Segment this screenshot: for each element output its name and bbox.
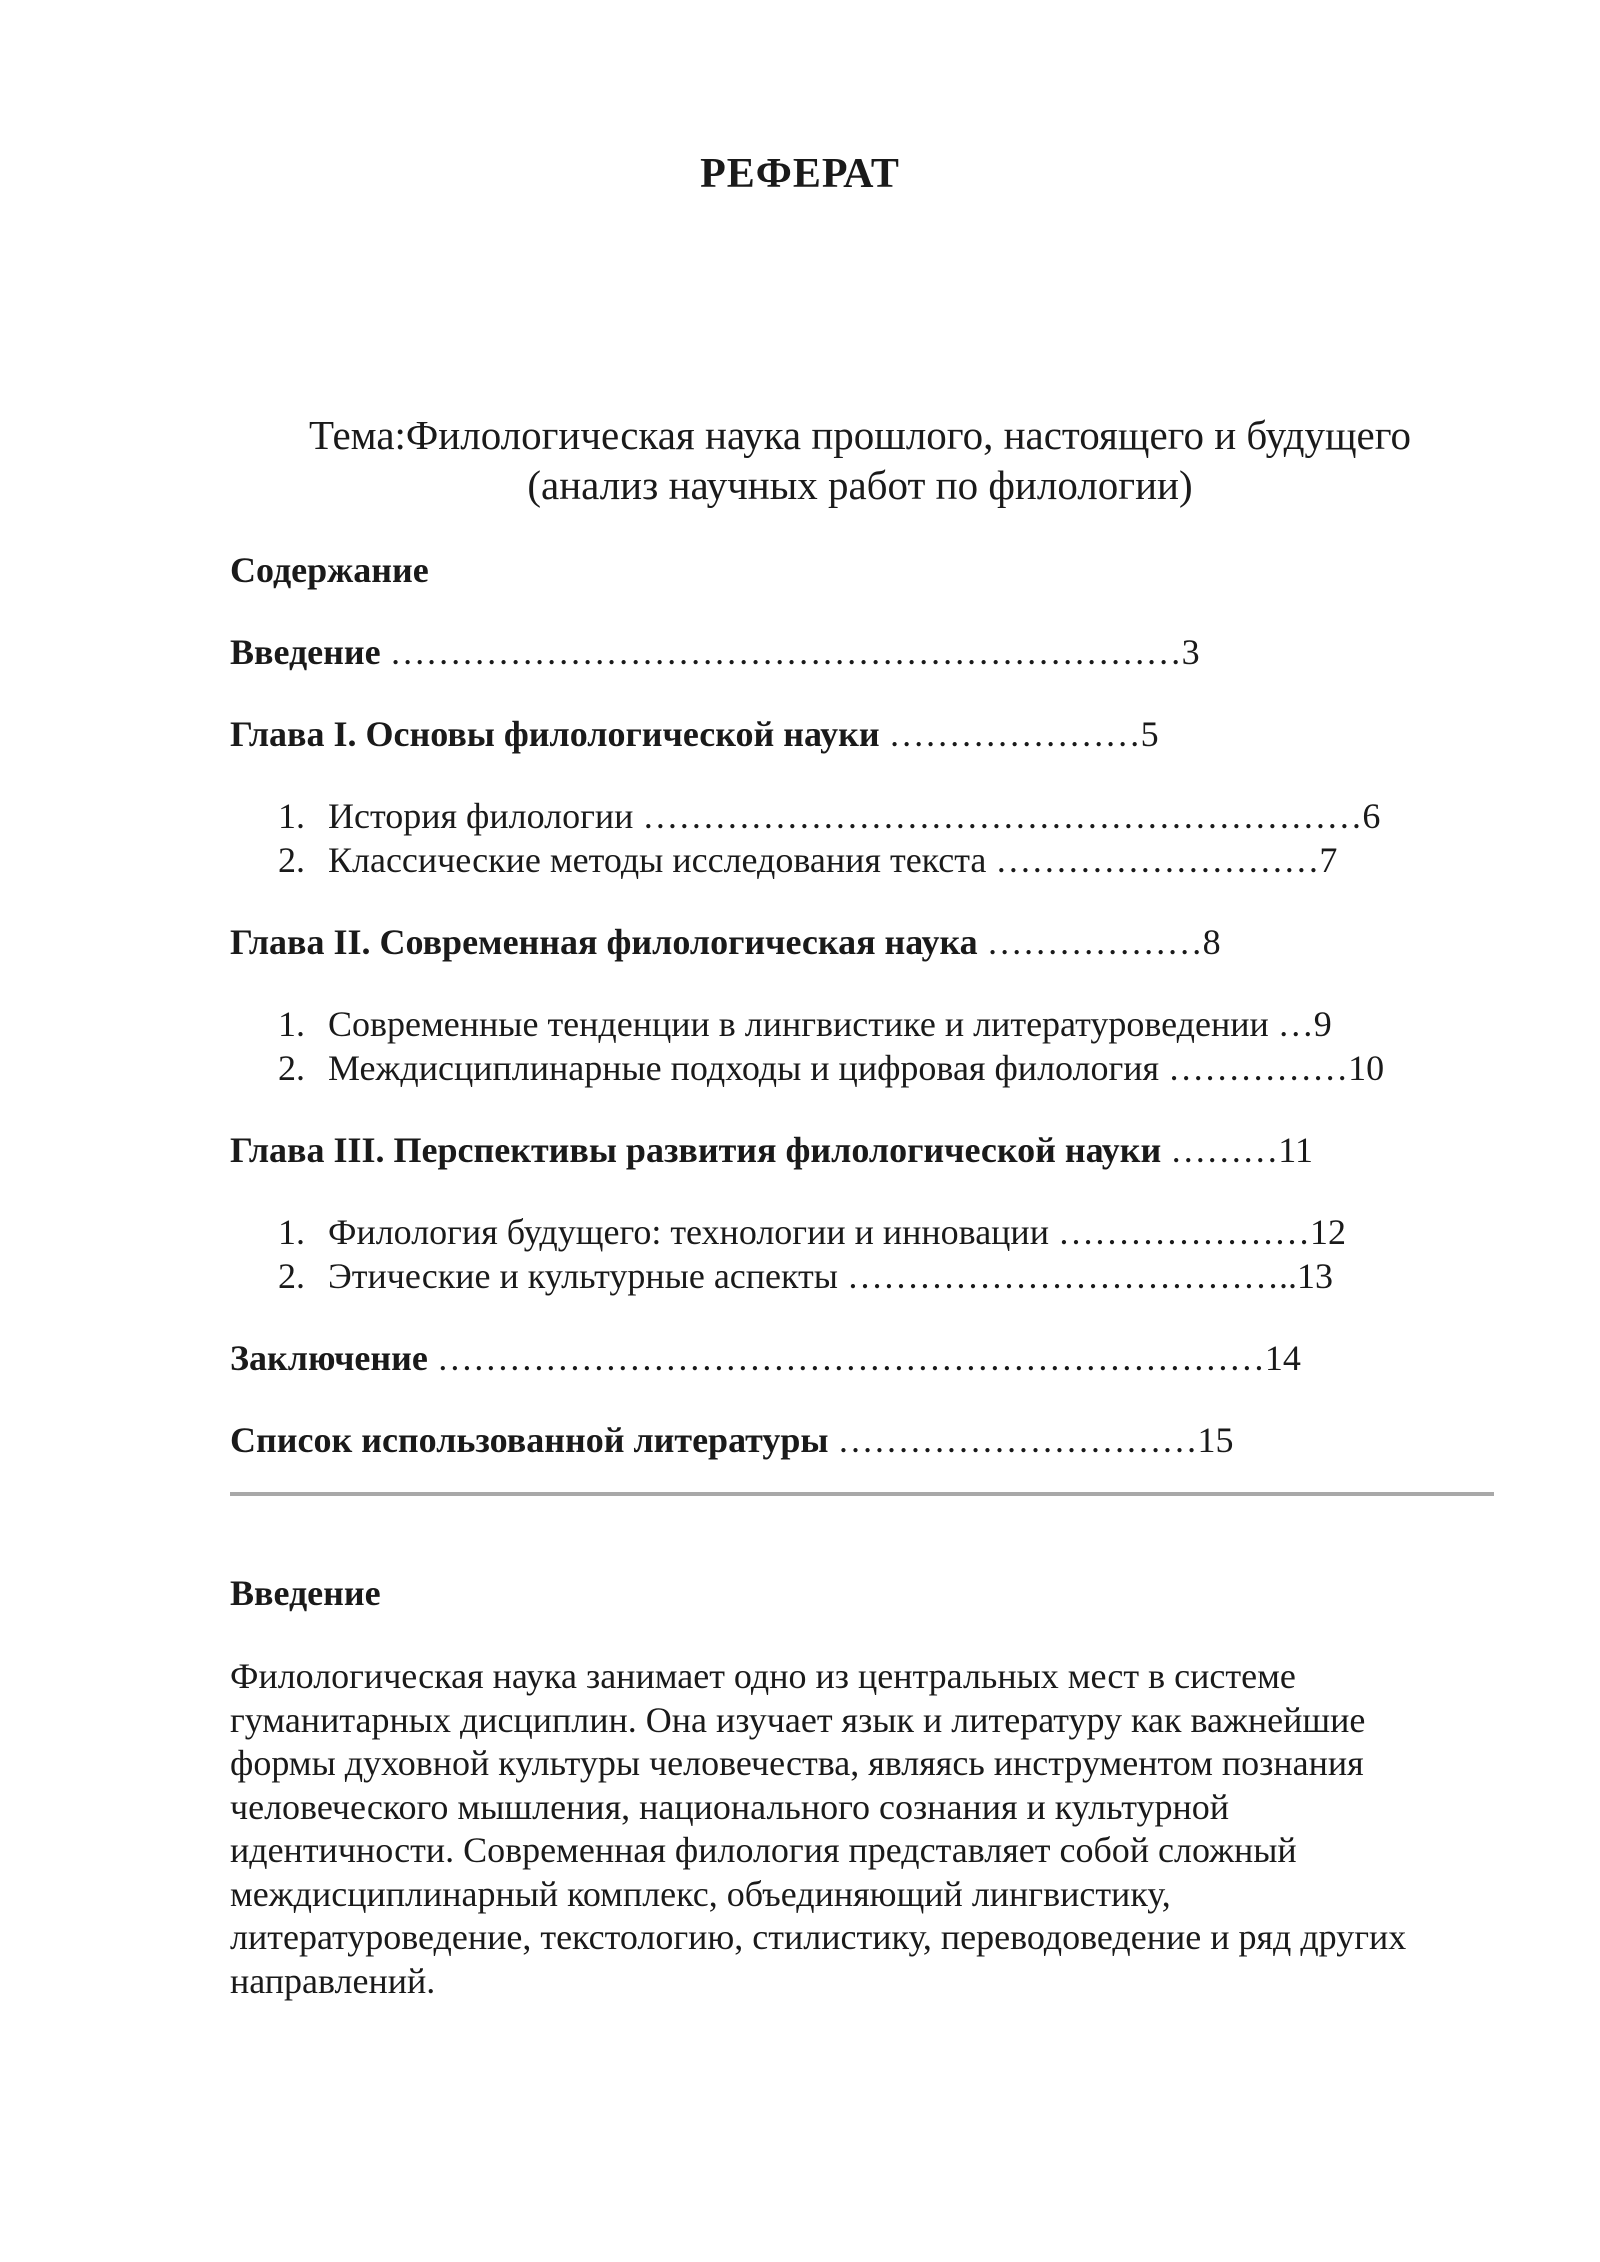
toc-page-number: 6: [1362, 796, 1381, 836]
section-divider: [230, 1492, 1494, 1496]
paragraph-line: гуманитарных дисциплин. Она изучает язык и литературу как важнейшие: [230, 1699, 1366, 1740]
toc-page-number: 12: [1309, 1212, 1346, 1252]
toc-page-number: 8: [1202, 922, 1221, 962]
toc-subitem-label: Современные тенденции в лингвистике и литературоведении: [328, 1004, 1269, 1044]
toc-leader: …………………: [1048, 1212, 1310, 1252]
paragraph-line: литературоведение, текстологию, стилистику, переводоведение и ряд других: [230, 1917, 1407, 1957]
toc-subitem: [230, 1046, 1490, 1090]
toc-page-number: 5: [1140, 714, 1159, 754]
paragraph-line: направлений.: [230, 1960, 436, 2001]
toc-leader: …………………………………………………………: [380, 632, 1182, 672]
toc-heading: Содержание: [230, 550, 429, 590]
toc-entry-label: Глава III. Перспективы развития филологической науки: [230, 1130, 1162, 1170]
paragraph-line: идентичности. Современная филология представляет собой сложный: [230, 1830, 1297, 1870]
toc-subitem-number: 2.: [278, 1256, 305, 1296]
toc-subitem: [230, 1002, 1490, 1046]
toc-page-number: 7: [1319, 840, 1338, 880]
toc-leader: ………: [1161, 1130, 1279, 1170]
toc-subitem: [230, 794, 1490, 838]
toc-entry-chapter-2: [230, 920, 1490, 964]
toc-subitem-label: Филология будущего: технологии и инновации: [328, 1212, 1049, 1252]
toc-sublist-chapter-1: [230, 794, 1490, 882]
toc-page-number: 10: [1348, 1048, 1385, 1088]
toc-subitem-label: Классические методы исследования текста: [328, 840, 987, 880]
introduction-heading: Введение: [230, 1573, 381, 1613]
toc-page-number: 11: [1278, 1130, 1313, 1170]
toc-subitem-number: 1.: [278, 1212, 305, 1252]
document-topic: [0, 410, 1600, 510]
toc-entry-label: Глава I. Основы филологической науки: [230, 714, 880, 754]
toc-leader: …: [1268, 1004, 1314, 1044]
paragraph-line: формы духовной культуры человечества, являясь инструментом познания: [230, 1743, 1364, 1783]
toc-page-number: 3: [1181, 632, 1200, 672]
topic-line: Тема:Филологическая наука прошлого, настоящего и будущего: [308, 412, 1412, 458]
toc-leader: ………………………………..: [837, 1256, 1297, 1296]
paragraph-line: человеческого мышления, национального сознания и культурной: [230, 1786, 1229, 1827]
toc-page-number: 14: [1264, 1338, 1301, 1378]
toc-subitem-number: 1.: [278, 1004, 305, 1044]
toc-subitem-label: История филологии: [328, 796, 634, 836]
toc-entry-label: Список использованной литературы: [230, 1420, 829, 1460]
toc-page-number: 15: [1197, 1420, 1234, 1460]
toc-subitem: [230, 1210, 1490, 1254]
paragraph-line: междисциплинарный комплекс, объединяющий лингвистику,: [230, 1873, 1171, 1914]
toc-page-number: 13: [1296, 1256, 1333, 1296]
toc-leader: ………………………: [986, 840, 1320, 880]
table-of-contents: [230, 548, 1490, 1500]
toc-page-number: 9: [1313, 1004, 1332, 1044]
toc-subitem: [230, 1254, 1490, 1298]
paragraph-line: Филологическая наука занимает одно из центральных мест в системе: [230, 1656, 1296, 1696]
toc-leader: ……………………………………………………: [633, 796, 1363, 836]
toc-subitem: [230, 838, 1490, 882]
document-title: РЕФЕРАТ: [700, 151, 900, 197]
toc-leader: ………………: [977, 922, 1203, 962]
toc-subitem-number: 2.: [278, 1048, 305, 1088]
toc-subitem-label: Этические и культурные аспекты: [328, 1256, 838, 1296]
toc-leader: ……………………………………………………………: [427, 1338, 1265, 1378]
toc-subitem-label: Междисциплинарные подходы и цифровая филология: [328, 1048, 1160, 1088]
toc-entry-references: [230, 1418, 1490, 1462]
toc-entry-chapter-1: [230, 712, 1490, 756]
toc-leader: ……………: [1159, 1048, 1349, 1088]
toc-leader: …………………………: [828, 1420, 1198, 1460]
toc-sublist-chapter-3: [230, 1210, 1490, 1298]
toc-entry-label: Заключение: [230, 1338, 428, 1378]
toc-entry-introduction: [230, 630, 1490, 674]
toc-entry-conclusion: [230, 1336, 1490, 1380]
toc-leader: …………………: [879, 714, 1141, 754]
toc-sublist-chapter-2: [230, 1002, 1490, 1090]
toc-entry-label: Введение: [230, 632, 381, 672]
toc-subitem-number: 1.: [278, 796, 305, 836]
toc-entry-chapter-3: [230, 1128, 1490, 1172]
introduction-paragraph: [230, 1655, 1520, 2003]
topic-line: (анализ научных работ по филологии): [527, 462, 1193, 508]
toc-entry-label: Глава II. Современная филологическая наука: [230, 922, 978, 962]
toc-subitem-number: 2.: [278, 840, 305, 880]
